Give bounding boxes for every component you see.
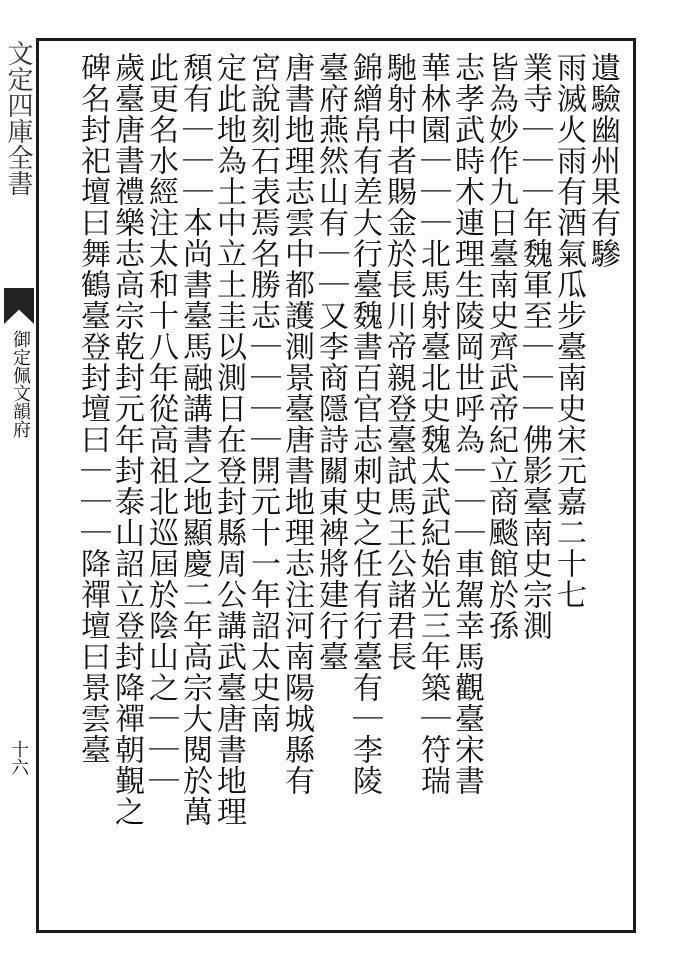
- text-column-6: 華林園｜｜｜北馬射臺北史魏太武紀始光三年築｜符瑞: [415, 52, 450, 796]
- text-column-2: 雨滅火雨有酒氣瓜步臺南史宋元嘉二十七: [551, 52, 586, 610]
- text-column-16: 碑名封祀壇曰舞鶴臺登封壇曰｜｜｜降禪壇曰景雲臺: [75, 52, 110, 765]
- text-column-10: 唐書地理志雲中都護測景臺唐書地理志注河南陽城縣有: [279, 52, 314, 796]
- text-column-14: 此更名水經注太和十八年從高祖北巡屆於陰山之｜｜｜: [143, 52, 178, 796]
- text-column-12: 定此地為土中立土圭以測日在登封縣周公講武臺唐書地理: [211, 52, 246, 827]
- text-column-9: 臺府燕然山有｜｜又李商隱詩關東裨將建行臺: [313, 52, 348, 672]
- text-column-8: 錦繒帛有差大行臺魏書百官志刺史之任有行臺有｜李陵: [347, 52, 382, 796]
- text-column-15: 歲臺唐書禮樂志高宗乾封元年封泰山詔立登封降禪朝覲之: [109, 52, 144, 827]
- folio-number: 十六: [8, 740, 29, 776]
- margin-header: 文定四庫全書: [3, 40, 33, 196]
- text-column-13: 頹有｜｜｜本尚書臺馬融講書之地顯慶二年高宗大閱於萬: [177, 52, 212, 827]
- text-column-4: 皆為妙作九日臺南史齊武帝紀立商颷館於孫: [483, 52, 518, 641]
- text-column-1: 遺驗幽州果有驂: [585, 52, 620, 269]
- text-column-7: 馳射中者賜金於長川帝親登臺試馬王公諸君長: [381, 52, 416, 672]
- text-column-11: 宮說刻石表焉名勝志｜｜｜｜開元十一年詔太史南: [245, 52, 280, 734]
- text-column-3: 業寺｜｜｜年魏軍至｜｜｜佛影臺南史宗測: [517, 52, 552, 641]
- book-title: 御定佩文韻府: [10, 330, 31, 438]
- text-column-5: 志孝武時木連理生陵岡世呼為｜｜｜車駕幸馬觀臺宋書: [449, 52, 484, 796]
- fishtail-mark: [4, 288, 34, 324]
